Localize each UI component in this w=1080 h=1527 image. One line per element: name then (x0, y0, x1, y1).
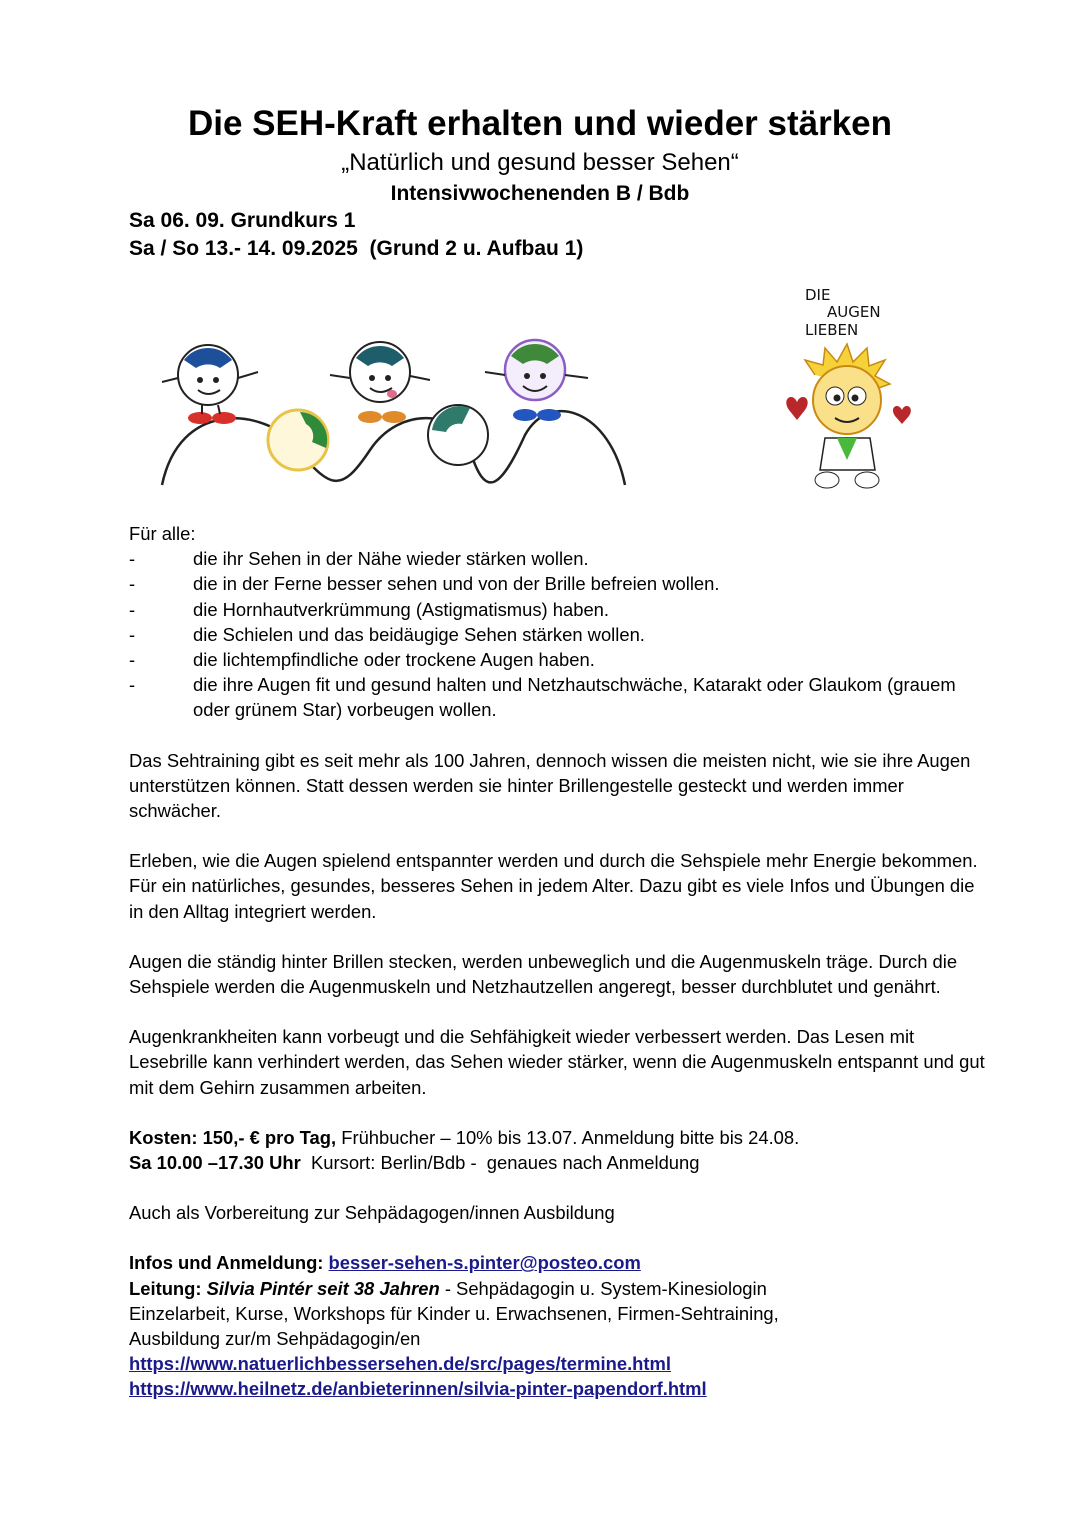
lead-name: Silvia Pintér seit 38 Jahren (206, 1277, 440, 1299)
die-augen-lieben-illustration (775, 280, 925, 495)
main-content (129, 521, 989, 1402)
costs-label: Kosten: 150,- € pro Tag, (129, 1126, 337, 1148)
list-item: - die ihr Sehen in der Nähe wieder stärken wollen. (129, 546, 989, 571)
list-item: - die lichtempfindliche oder trockene Augen haben. (129, 647, 989, 672)
preparation-note: Auch als Vorbereitung zur Sehpädagogen/innen Ausbildung (129, 1202, 615, 1224)
services-line: Einzelarbeit, Kurse, Workshops für Kinder u. Erwachsenen, Firmen-Sehtraining, (129, 1302, 779, 1324)
list-item: - die Schielen und das beidäugige Sehen stärken wollen. (129, 622, 989, 647)
subtitle: „Natürlich und gesund besser Sehen“ (341, 149, 739, 176)
bullet-dash: - (129, 623, 136, 645)
course-dates (129, 207, 583, 263)
caption-line-2: AUGEN (827, 303, 881, 321)
course-date-1: Sa 06. 09. Grundkurs 1 (129, 209, 356, 232)
bullet-dash: - (129, 598, 136, 620)
profile-website-link[interactable]: https://www.heilnetz.de/anbieterinnen/silvia-pinter-papendorf.html (129, 1378, 707, 1400)
bullet-dash: - (129, 649, 136, 671)
dates-website-link[interactable]: https://www.natuerlichbessersehen.de/src/pages/termine.html (129, 1353, 671, 1375)
eyeball-character-icon (162, 345, 258, 424)
caption-line-3: LIEBEN (805, 321, 859, 339)
caption-line-1: DIE (805, 286, 831, 304)
lead-label: Leitung: (129, 1277, 207, 1299)
eyeball-character-icon (330, 342, 430, 423)
paragraph-prevention: Augenkrankheiten kann vorbeugt und die Sehfähigkeit wieder verbessert werden. Das Lesen mit Lesebrille kann verhindert werden, das Sehen wieder stärker, wenn die Augenmuskeln entspannt und gut mit dem Gehirn zusammen arbeiten. (129, 1026, 985, 1098)
heart-icon (786, 397, 807, 420)
list-item: - die in der Ferne besser sehen und von der Brille befreien wollen. (129, 571, 989, 596)
email-link[interactable]: besser-sehen-s.pinter@posteo.com (328, 1252, 641, 1274)
lead-line (129, 1276, 989, 1301)
bullet-dash: - (129, 548, 136, 570)
info-label: Infos und Anmeldung: (129, 1252, 329, 1274)
eyeball-rolling-icon (428, 405, 488, 465)
info-line (129, 1250, 989, 1275)
bullet-dash: - (129, 573, 136, 595)
list-item: - die Hornhautverkrümmung (Astigmatismus) haben. (129, 597, 989, 622)
training-line: Ausbildung zur/m Sehpädagogin/en (129, 1328, 421, 1350)
heart-icon (893, 406, 911, 424)
paragraph-experience: Erleben, wie die Augen spielend entspannter werden und durch die Sehspiele mehr Energie bekommen. Für ein natürliches, gesundes, besseres Sehen in jedem Alter. Dazu gibt es viele Infos und Übungen die in den Alltag integriert werden. (129, 850, 978, 922)
page-title: Die SEH-Kraft erhalten und wieder stärken (187, 104, 893, 143)
paragraph-history: Das Sehtraining gibt es seit mehr als 100 Jahren, dennoch wissen die meisten nicht, wie sie ihre Augen unterstützen können. Statt dessen werden sie hinter Brillengestelle gesteckt und werden immer schwächer. (129, 749, 971, 822)
time-label: Sa 10.00 –17.30 Uhr (129, 1152, 301, 1174)
audience-intro: Für alle: (129, 523, 196, 544)
costs-text: Frühbucher – 10% bis 13.07. Anmeldung bitte bis 24.08. (336, 1126, 800, 1148)
eyeballs-hills-illustration (140, 320, 640, 505)
cartoon-character-icon (805, 344, 890, 488)
paragraph-glasses: Augen die ständig hinter Brillen stecken, werden unbeweglich und die Augenmuskeln träge. Durch die Sehspiele werden die Augenmuskeln und Netzhautzellen angeregt, besser durchblutet und genährt. (129, 950, 958, 998)
time-line (129, 1150, 989, 1175)
eyeball-rolling-icon (268, 410, 328, 470)
course-date-2: Sa / So 13.- 14. 09.2025 (Grund 2 u. Aufbau 1) (129, 237, 584, 260)
time-text: Kursort: Berlin/Bdb - genaues nach Anmeldung (300, 1152, 700, 1174)
lead-text: - Sehpädagogin u. System-Kinesiologin (439, 1277, 767, 1299)
costs-line (129, 1125, 989, 1150)
bullet-dash: - (129, 674, 136, 696)
subtitle-weekends: Intensivwochenenden B / Bdb (390, 182, 690, 205)
list-item: - die ihre Augen fit und gesund halten und Netzhautschwäche, Katarakt oder Glaukom (grauem oder grünem Star) vorbeugen wollen. (129, 672, 989, 722)
eyeball-character-icon (485, 340, 588, 421)
